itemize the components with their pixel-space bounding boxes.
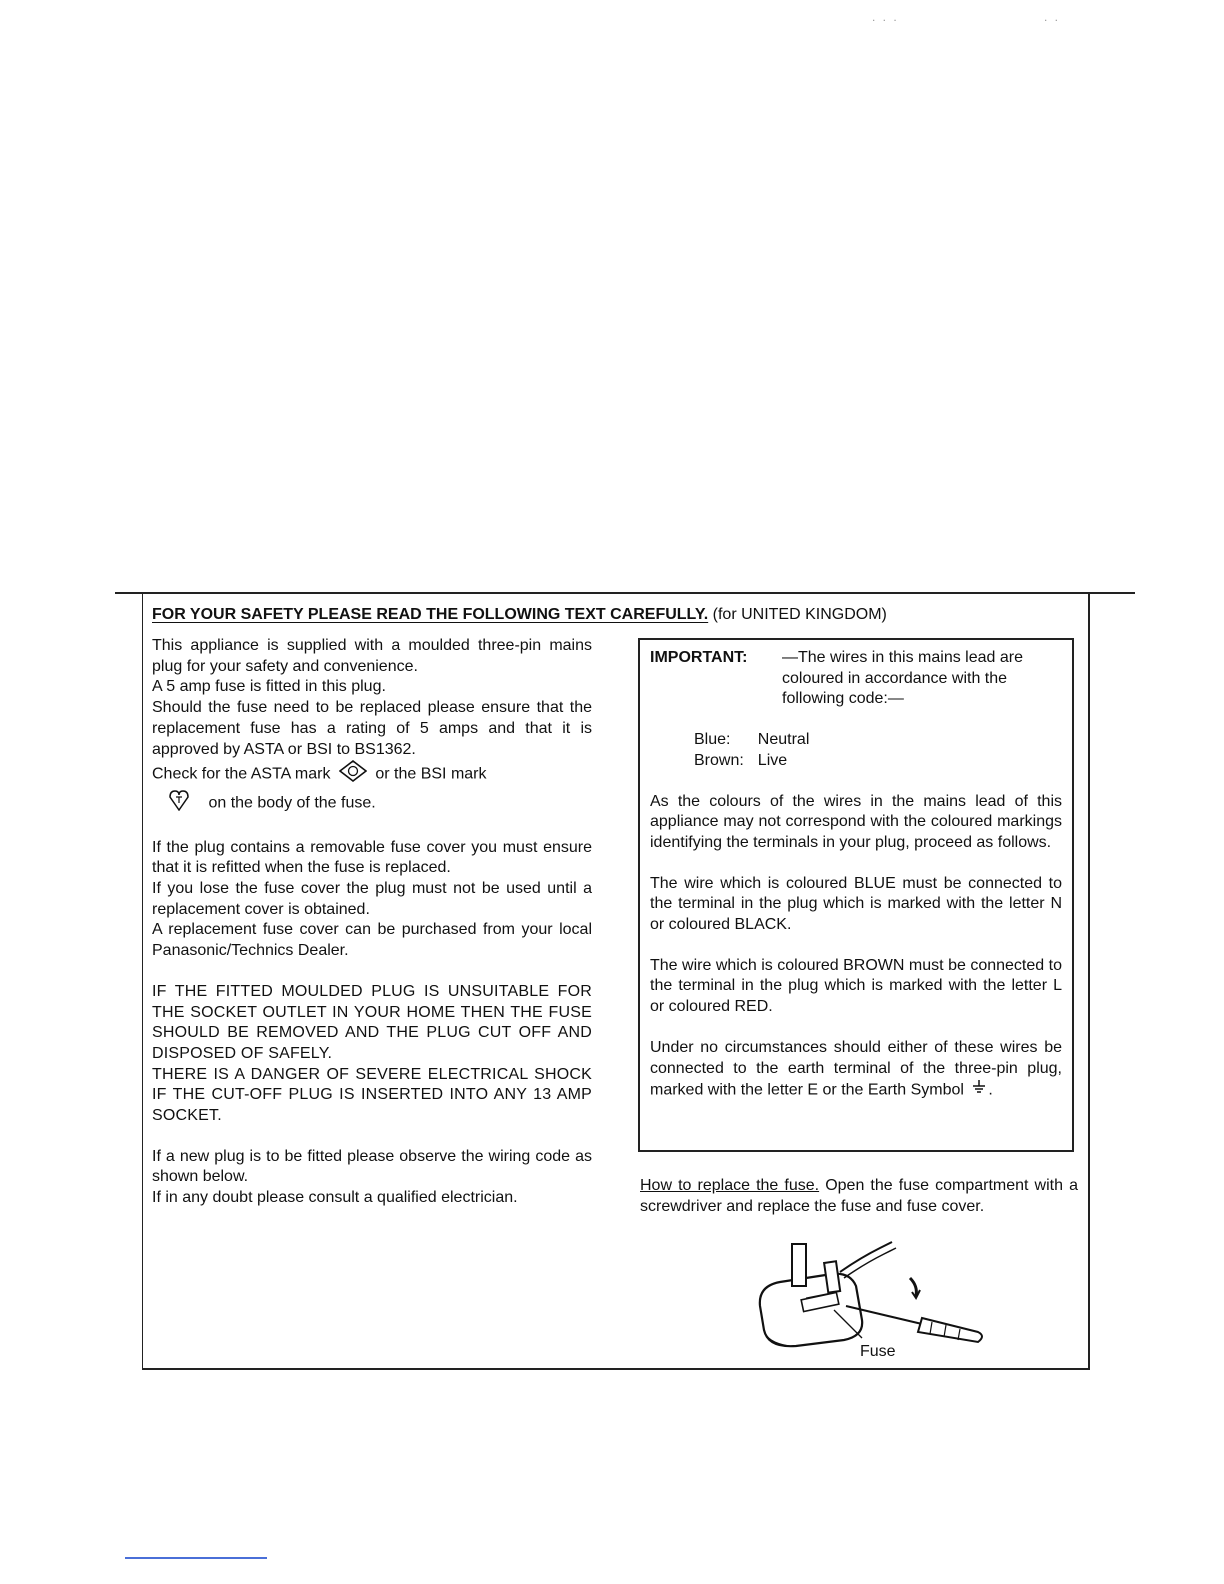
important-header — [650, 648, 1062, 710]
asta-middle: or the BSI mark — [375, 765, 487, 783]
asta-prefix: Check for the ASTA mark — [152, 765, 331, 783]
wire-code-table — [694, 730, 823, 771]
important-label: IMPORTANT: — [650, 649, 748, 666]
cover-line-3: A replacement fuse cover can be purchased from your local Panasonic/Technics Dealer. — [152, 921, 592, 960]
bsi-kitemark-icon — [168, 789, 190, 818]
cut-off-warning — [152, 982, 592, 1127]
brown-wire-para: The wire which is coloured BROWN must be connected to the terminal in the plug which is marked with the letter L or coloured RED. — [650, 956, 1062, 1016]
asta-mark-icon — [339, 760, 367, 789]
wire-meaning: Neutral — [757, 731, 810, 749]
left-column — [152, 636, 592, 1229]
safety-heading-main: FOR YOUR SAFETY PLEASE READ THE FOLLOWING TEXT CAREFULLY. — [152, 606, 709, 623]
safety-heading — [152, 606, 887, 624]
warning-line-2: THERE IS A DANGER OF SEVERE ELECTRICAL SHOCK IF THE CUT-OFF PLUG IS INSERTED INTO ANY 13 AMP SOCKET. — [152, 1065, 592, 1125]
earth-symbol-icon — [971, 1079, 987, 1102]
earth-para: Under no circumstances should either of these wires be connected to the earth terminal of the three-pin plug, marked with the letter E or the Earth Symbol . — [650, 1038, 1062, 1102]
scan-dots: . . — [1044, 10, 1061, 24]
new-plug-note — [152, 1147, 592, 1209]
fuse-cover-note — [152, 838, 592, 962]
new-plug-line-1: If a new plug is to be fitted please observe the wiring code as shown below. — [152, 1147, 592, 1186]
intro-line-3: Should the fuse need to be replaced please ensure that the replacement fuse has a rating of 5 amps and that it is approved by ASTA or BSI to BS1362. — [152, 699, 592, 758]
fuse-label: Fuse — [860, 1343, 896, 1360]
cover-line-2: If you lose the fuse cover the plug must not be used until a replacement cover is obtained. — [152, 880, 592, 918]
warning-line-1: IF THE FITTED MOULDED PLUG IS UNSUITABLE FOR THE SOCKET OUTLET IN YOUR HOME THEN THE FUSE SHOULD BE REMOVED AND THE PLUG CUT OFF AND DISPOSED OF SAFELY. — [152, 982, 592, 1062]
plug-intro — [152, 636, 592, 818]
asta-suffix: on the body of the fuse. — [208, 794, 376, 812]
plug-fuse-illustration — [740, 1236, 1000, 1371]
wire-colour: Brown: — [694, 751, 744, 769]
fuse-replacement-instructions — [640, 1176, 1078, 1217]
intro-line-2: A 5 amp fuse is fitted in this plug. — [152, 678, 386, 696]
earth-para-text: Under no circumstances should either of these wires be connected to the earth terminal of the three-pin plug, marked with the letter E or the Earth Symbol — [650, 1038, 1062, 1099]
colour-mismatch-para: As the colours of the wires in the mains lead of this appliance may not correspond with the coloured markings identifying the terminals in your plug, proceed as follows. — [650, 792, 1062, 851]
wire-code-row — [694, 751, 823, 772]
safety-heading-region: (for UNITED KINGDOM) — [712, 606, 887, 623]
bsi-line — [152, 789, 592, 818]
blue-wire-para: The wire which is coloured BLUE must be connected to the terminal in the plug which is marked with the letter N or coloured BLACK. — [650, 874, 1062, 934]
intro-line-1: This appliance is supplied with a moulded three-pin mains plug for your safety and convenience. — [152, 637, 592, 675]
bottom-link-rule — [125, 1557, 267, 1559]
important-box — [638, 638, 1074, 1152]
wire-code-row — [694, 730, 823, 751]
scan-dots: . . . — [872, 10, 899, 24]
cover-line-1: If the plug contains a removable fuse cover you must ensure that it is refitted when the fuse is replaced. — [152, 838, 592, 877]
howto-title: How to replace the fuse. — [640, 1177, 820, 1194]
asta-line — [152, 760, 592, 789]
new-plug-line-2: If in any doubt please consult a qualified electrician. — [152, 1189, 518, 1207]
howto-text: Open the fuse compartment with a screwdriver and replace the fuse and fuse cover. — [640, 1177, 1078, 1215]
important-text: —The wires in this mains lead are coloured in accordance with the following code:— — [782, 649, 1023, 708]
wire-meaning: Live — [757, 751, 788, 769]
wire-colour: Blue: — [694, 731, 731, 749]
